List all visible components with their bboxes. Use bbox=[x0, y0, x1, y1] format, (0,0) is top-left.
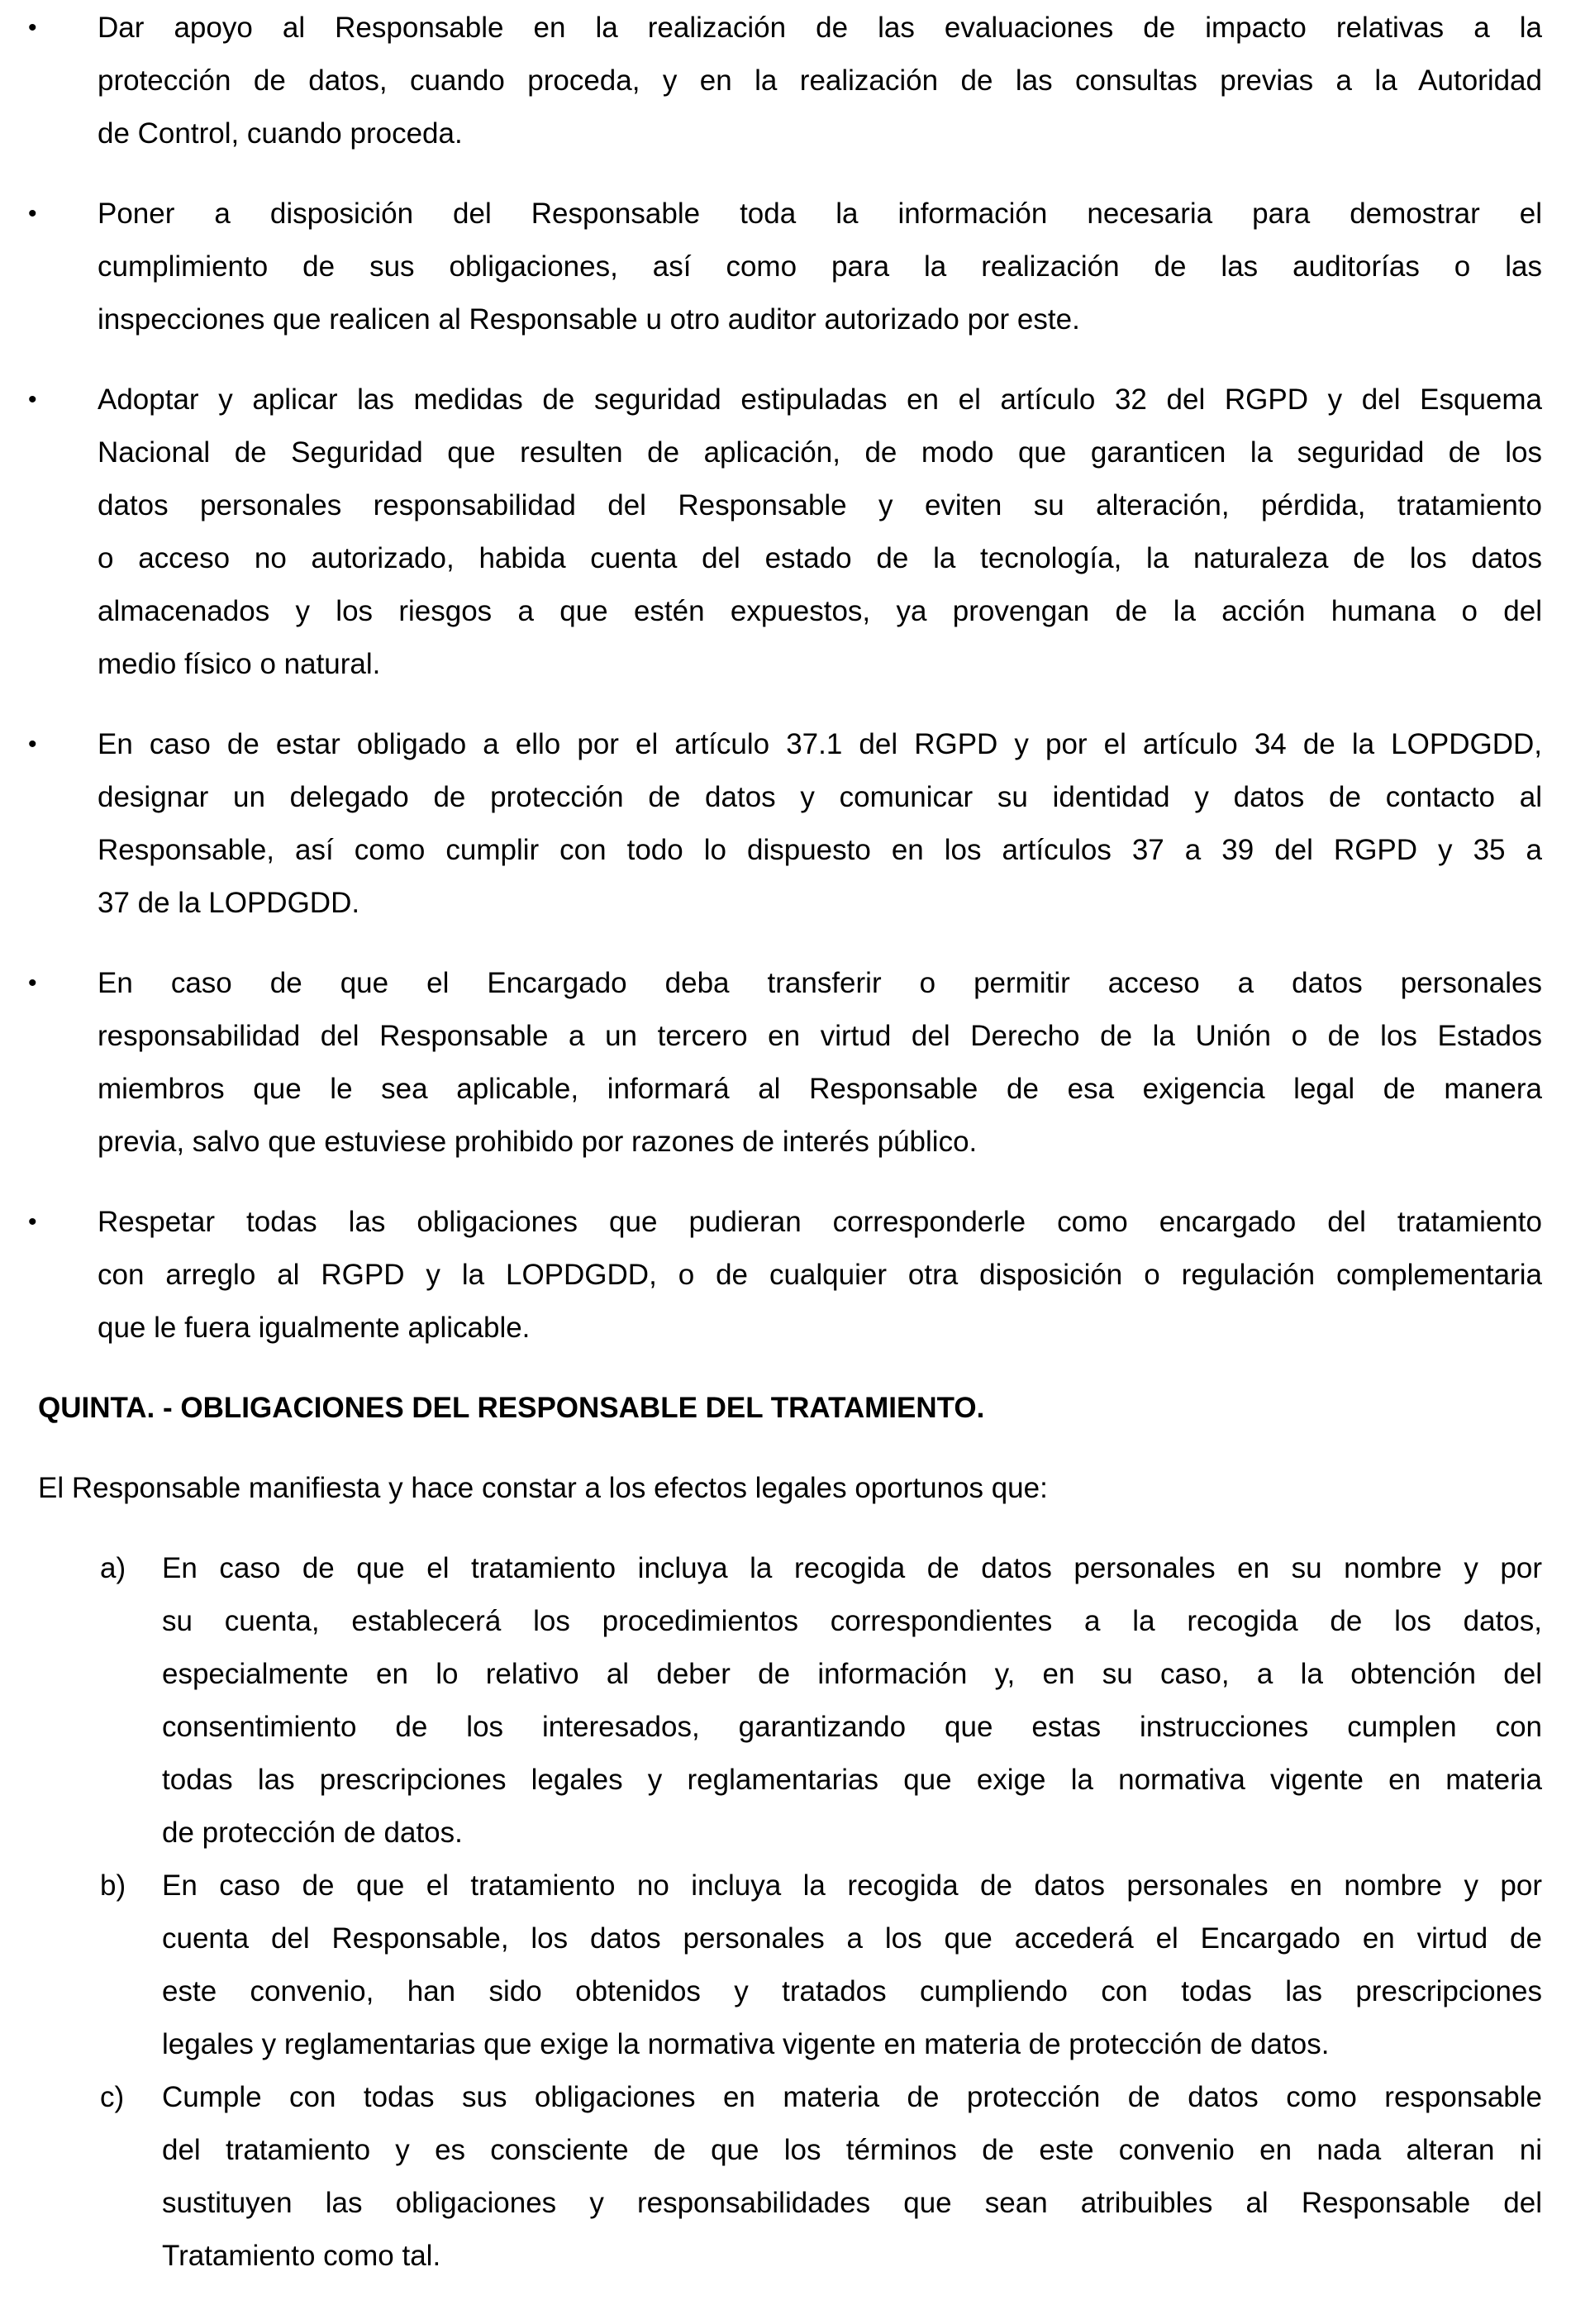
text-line: Nacional de Seguridad que resulten de aplicación, de modo que garanticen la seguridad de los bbox=[98, 436, 1542, 469]
text-line: medio físico o natural. bbox=[98, 648, 381, 680]
bullet-icon: • bbox=[28, 731, 37, 758]
text-line: protección de datos, cuando proceda, y en la realización de las consultas previas a la Autoridad bbox=[98, 64, 1542, 97]
bullet-item bbox=[0, 2, 1590, 160]
bullet-item bbox=[0, 718, 1590, 930]
intro-paragraph bbox=[0, 1462, 1590, 1515]
text-line: Respetar todas las obligaciones que pudieran corresponderle como encargado del tratamiento bbox=[98, 1206, 1542, 1238]
bullet-icon: • bbox=[28, 14, 37, 41]
text-line: En caso de que el tratamiento no incluya la recogida de datos personales en nombre y por bbox=[162, 1869, 1542, 1902]
heading-text: QUINTA. - OBLIGACIONES DEL RESPONSABLE DEL TRATAMIENTO. bbox=[38, 1392, 985, 1424]
bullet-icon: • bbox=[28, 1208, 37, 1236]
text-line: sustituyen las obligaciones y responsabilidades que sean atribuibles al Responsable del bbox=[162, 2187, 1542, 2219]
text-line: almacenados y los riesgos a que estén expuestos, ya provengan de la acción humana o del bbox=[98, 595, 1542, 627]
text-line: 37 de la LOPDGDD. bbox=[98, 887, 360, 919]
text-line: En caso de que el tratamiento incluya la recogida de datos personales en su nombre y por bbox=[162, 1552, 1542, 1584]
text-line: cuenta del Responsable, los datos personales a los que accederá el Encargado en virtud de bbox=[162, 1922, 1542, 1955]
text-line: designar un delegado de protección de datos y comunicar su identidad y datos de contacto al bbox=[98, 781, 1542, 813]
text-line: Tratamiento como tal. bbox=[162, 2240, 441, 2272]
text-line: En caso de estar obligado a ello por el artículo 37.1 del RGPD y por el artículo 34 de la LOPDGDD, bbox=[98, 728, 1542, 760]
section-heading bbox=[0, 1382, 1590, 1435]
text-line: responsabilidad del Responsable a un tercero en virtud del Derecho de la Unión o de los Estados bbox=[98, 1020, 1542, 1052]
bullet-icon: • bbox=[28, 386, 37, 413]
bullet-item bbox=[0, 188, 1590, 346]
text-line: consentimiento de los interesados, garantizando que estas instrucciones cumplen con bbox=[162, 1711, 1542, 1743]
text-line: especialmente en lo relativo al deber de información y, en su caso, a la obtención del bbox=[162, 1658, 1542, 1690]
text-line: con arreglo al RGPD y la LOPDGDD, o de cualquier otra disposición o regulación complementaria bbox=[98, 1259, 1542, 1291]
lettered-item bbox=[0, 1860, 1590, 2071]
bullet-item bbox=[0, 957, 1590, 1169]
text-line: Dar apoyo al Responsable en la realización de las evaluaciones de impacto relativas a la bbox=[98, 12, 1542, 44]
text-line: o acceso no autorizado, habida cuenta del estado de la tecnología, la naturaleza de los datos bbox=[98, 542, 1542, 574]
text-line: Poner a disposición del Responsable toda la información necesaria para demostrar el bbox=[98, 198, 1542, 230]
lettered-item bbox=[0, 2071, 1590, 2283]
text-line: Responsable, así como cumplir con todo lo dispuesto en los artículos 37 a 39 del RGPD y 35 a bbox=[98, 834, 1542, 866]
text-line: inspecciones que realicen al Responsable u otro auditor autorizado por este. bbox=[98, 303, 1080, 336]
text-line: legales y reglamentarias que exige la normativa vigente en materia de protección de datos. bbox=[162, 2028, 1330, 2060]
text-line: Cumple con todas sus obligaciones en materia de protección de datos como responsable bbox=[162, 2081, 1542, 2113]
text-line: de protección de datos. bbox=[162, 1817, 463, 1849]
text-line: En caso de que el Encargado deba transferir o permitir acceso a datos personales bbox=[98, 967, 1542, 999]
item-label: c) bbox=[100, 2081, 125, 2113]
obligations-bullet-list bbox=[0, 2, 1590, 1355]
bullet-icon: • bbox=[28, 200, 37, 227]
text-line: de Control, cuando proceda. bbox=[98, 117, 463, 150]
document-page bbox=[0, 2, 1590, 2283]
text-line: datos personales responsabilidad del Responsable y eviten su alteración, pérdida, tratamiento bbox=[98, 489, 1542, 521]
item-label: a) bbox=[100, 1552, 126, 1584]
text-line: todas las prescripciones legales y reglamentarias que exige la normativa vigente en materia bbox=[162, 1764, 1542, 1796]
lettered-item bbox=[0, 1542, 1590, 1860]
text-line: su cuenta, establecerá los procedimientos correspondientes a la recogida de los datos, bbox=[162, 1605, 1542, 1637]
text-line: previa, salvo que estuviese prohibido por razones de interés público. bbox=[98, 1126, 978, 1158]
responsible-obligations-list bbox=[0, 1542, 1590, 2283]
text-line: miembros que le sea aplicable, informará al Responsable de esa exigencia legal de manera bbox=[98, 1073, 1542, 1105]
text-line: cumplimiento de sus obligaciones, así como para la realización de las auditorías o las bbox=[98, 250, 1542, 283]
text-line: Adoptar y aplicar las medidas de seguridad estipuladas en el artículo 32 del RGPD y del Esquema bbox=[98, 383, 1542, 416]
bullet-item bbox=[0, 374, 1590, 691]
bullet-icon: • bbox=[28, 969, 37, 997]
text-line: que le fuera igualmente aplicable. bbox=[98, 1312, 531, 1344]
text-line: este convenio, han sido obtenidos y tratados cumpliendo con todas las prescripciones bbox=[162, 1975, 1542, 2007]
bullet-item bbox=[0, 1196, 1590, 1355]
intro-text: El Responsable manifiesta y hace constar a los efectos legales oportunos que: bbox=[38, 1472, 1048, 1504]
item-label: b) bbox=[100, 1869, 126, 1902]
text-line: del tratamiento y es consciente de que los términos de este convenio en nada alteran ni bbox=[162, 2134, 1542, 2166]
